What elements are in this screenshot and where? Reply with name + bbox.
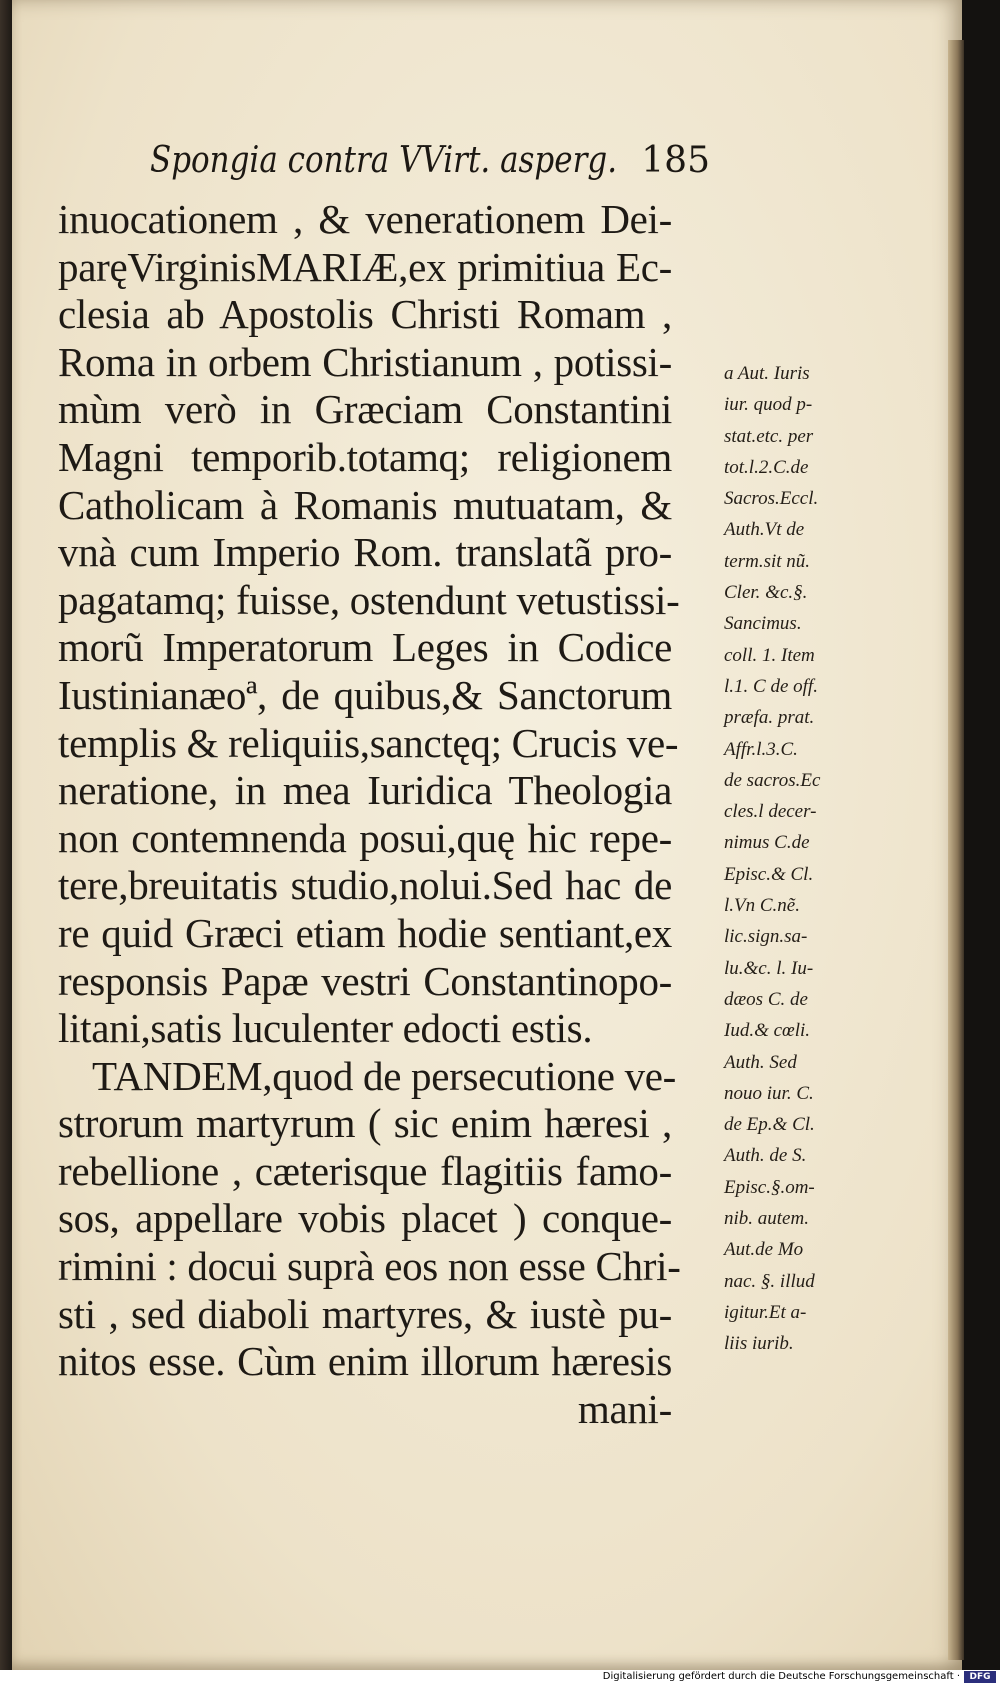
margin-notes (724, 358, 876, 1360)
margin-note-line: stat.etc. per (724, 425, 814, 447)
text-line: rebellione , cæterisque flagitiis famo- (58, 1147, 672, 1194)
text-line: nitos esse. Cùm enim illorum hæresis (58, 1338, 672, 1385)
margin-note-line: Auth. Sed (724, 1051, 797, 1073)
margin-note-line: cles.l decer- (724, 801, 817, 823)
text-line: TANDEM,quod de persecutione ve- (92, 1052, 677, 1099)
footer-credit: Digitalisierung gefördert durch die Deutsche Forschungsgemeinschaft · (602, 1671, 960, 1682)
text-line: templis & reliquiis,sanctęq; Crucis ve- (58, 719, 679, 766)
text-line: clesia ab Apostolis Christi Romam , (58, 291, 672, 338)
margin-note-line: Affr.l.3.C. (724, 738, 798, 760)
margin-note-line: liis iurib. (724, 1333, 794, 1355)
margin-note-line: nib. autem. (724, 1208, 809, 1230)
margin-note-line: de Ep.& Cl. (724, 1114, 815, 1136)
text-line: morũ Imperatorum Leges in Codice (58, 624, 672, 671)
text-line: Roma in orbem Christianum , potissi- (58, 338, 672, 385)
margin-note-line: iur. quod p- (724, 394, 813, 416)
margin-note-line: a Aut. Iuris (724, 363, 810, 384)
margin-note-line: Cler. &c.§. (724, 582, 808, 604)
margin-note-line: l.1. C de off. (724, 675, 818, 697)
text-line: litani,satis luculenter edocti estis. (58, 1005, 593, 1052)
text-line: mùm verò in Græciam Constantini (58, 386, 672, 433)
text-line: paręVirginisMARIÆ,ex primitiua Ec- (58, 243, 672, 290)
text-line: vnà cum Imperio Rom. translatã pro- (58, 529, 672, 576)
text-line: rimini : docui suprà eos non esse Chri- (58, 1243, 681, 1290)
margin-note-line: term.sit nũ. (724, 550, 811, 572)
text-line: sti , sed diaboli martyres, & iustè pu- (58, 1290, 672, 1337)
margin-note-line: præfa. prat. (724, 707, 815, 729)
text-line: Catholicam à Romanis mutuatam, & (58, 481, 672, 528)
page-header (150, 140, 710, 196)
text-line: Magni temporib.totamq; religionem (58, 433, 672, 480)
dfg-logo-icon: DFG (964, 1671, 996, 1683)
text-line: pagatamq; fuisse, ostendunt vetustissi- (58, 576, 680, 623)
margin-note-line: igitur.Et a- (724, 1301, 807, 1323)
margin-note-line: Auth. de S. (724, 1145, 807, 1167)
text-line: neratione, in mea Iuridica Theologia (58, 767, 672, 814)
margin-note-line: lu.&c. l. Iu- (724, 957, 814, 979)
margin-note-line: de sacros.Ec (724, 769, 821, 791)
text-line: Iustinianæoª, de quibus,& Sanctorum (58, 671, 672, 718)
page-number: 185 (641, 140, 710, 181)
margin-note-line: Episc.§.om- (724, 1176, 815, 1198)
margin-note-line: nouo iur. C. (724, 1082, 814, 1104)
margin-note-line: dæos C. de (724, 988, 808, 1010)
main-text-block (58, 196, 681, 1433)
margin-note-line: nimus C.de (724, 832, 810, 854)
margin-note-line: Episc.& Cl. (724, 863, 814, 885)
margin-note-line: Iud.& cœli. (724, 1020, 811, 1042)
text-line: responsis Papæ vestri Constantinopo- (58, 957, 672, 1004)
digitization-footer (0, 1670, 1000, 1684)
text-line: strorum martyrum ( sic enim hæresi , (58, 1100, 672, 1147)
text-line: non contemnenda posui,quę hic repe- (58, 814, 672, 861)
text-line: mani- (577, 1385, 672, 1432)
margin-note-line: lic.sign.sa- (724, 926, 808, 948)
margin-note-line: coll. 1. Item (724, 644, 815, 666)
margin-note-line: Aut.de Mo (724, 1239, 804, 1261)
margin-note-line: Auth.Vt de (724, 519, 805, 541)
margin-note-line: nac. §. illud (724, 1270, 815, 1292)
margin-note-line: Sancimus. (724, 613, 802, 635)
text-line: re quid Græci etiam hodie sentiant,ex (58, 909, 672, 956)
text-line: tere,breuitatis studio,nolui.Sed hac de (58, 862, 672, 909)
page-edge (948, 40, 964, 1660)
margin-note-line: Sacros.Eccl. (724, 488, 819, 510)
margin-note-line: tot.l.2.C.de (724, 456, 809, 478)
text-line: inuocationem , & venerationem Dei- (58, 196, 672, 242)
text-line: sos, appellare vobis placet ) conque- (58, 1195, 672, 1242)
running-title: Spongia contra VVirt. asperg. (150, 140, 618, 181)
margin-note-line: l.Vn C.nẽ. (724, 895, 800, 917)
